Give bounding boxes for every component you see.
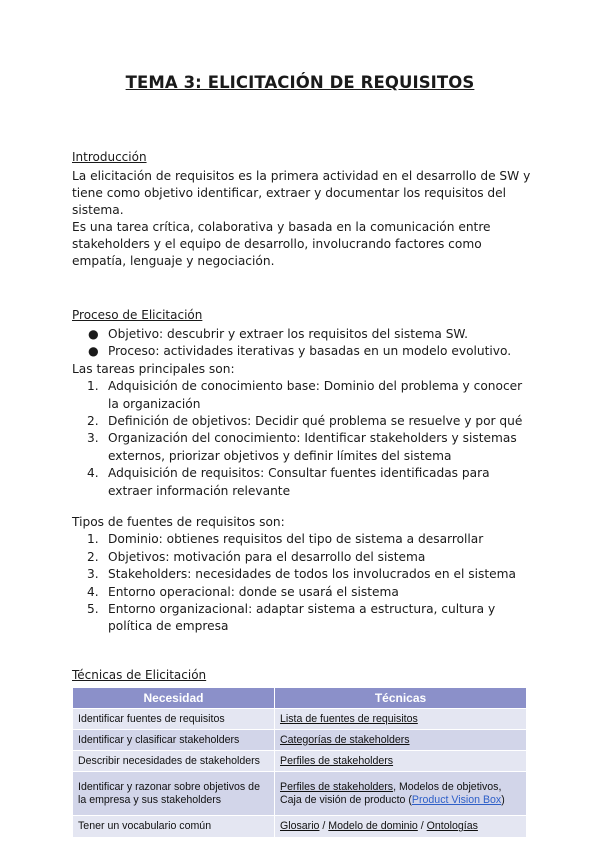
technique-cell: Glosario / Modelo de dominio / Ontologías: [275, 816, 527, 838]
technique-cell: Perfiles de stakeholders, Modelos de objetivos, Caja de visión de producto (Product Vision Box): [275, 772, 527, 816]
proceso-list: [72, 326, 532, 500]
list-item: 2. Objetivos: motivación para el desarrollo del sistema: [87, 549, 426, 564]
tecnicas-table: [72, 687, 527, 838]
intro-text: [72, 168, 532, 270]
table-row: [73, 772, 527, 816]
column-header-tecnicas: Técnicas: [275, 688, 527, 709]
table-row: [73, 709, 527, 730]
technique-link[interactable]: Categorías de stakeholders: [280, 733, 410, 746]
proceso-heading: Proceso de Elicitación: [72, 308, 203, 322]
need-cell: Identificar y clasificar stakeholders: [73, 730, 275, 751]
list-item: ● Objetivo: descubrir y extraer los requisitos del sistema SW.: [72, 326, 532, 343]
technique-cell: [275, 751, 527, 772]
bullet-icon: ●: [88, 344, 99, 359]
list-item: 4. Adquisición de requisitos: Consultar fuentes identificadas para extraer información relevante: [87, 466, 490, 498]
intro-paragraph-2: Es una tarea crítica, colaborativa y basada en la comunicación entre stakeholders y el equipo de desarrollo, involucrando factores como empatía, lenguaje y negociación.: [72, 220, 491, 268]
product-vision-box-link[interactable]: Product Vision Box: [411, 793, 502, 806]
table-header-row: [73, 688, 527, 709]
page-title: TEMA 3: ELICITACIÓN DE REQUISITOS: [125, 73, 475, 92]
technique-link[interactable]: Glosario: [280, 820, 320, 832]
list-item: 1. Adquisición de conocimiento base: Dominio del problema y conocer la organización: [87, 379, 523, 411]
intro-heading: Introducción: [72, 150, 147, 164]
technique-link[interactable]: Perfiles de stakeholders: [280, 754, 394, 767]
list-item: 2. Definición de objetivos: Decidir qué problema se resuelve y por qué: [87, 414, 523, 429]
fuentes-intro: Tipos de fuentes de requisitos son:: [72, 515, 285, 529]
need-cell: Tener un vocabulario común: [73, 816, 275, 838]
need-cell: Identificar fuentes de requisitos: [73, 709, 275, 730]
list-item: ● Proceso: actividades iterativas y basadas en un modelo evolutivo.: [72, 343, 532, 360]
technique-link[interactable]: Modelo de dominio: [328, 820, 418, 832]
technique-link[interactable]: Lista de fuentes de requisitos: [280, 712, 418, 725]
technique-cell: [275, 730, 527, 751]
table-row: [73, 751, 527, 772]
list-item: 5. Entorno organizacional: adaptar sistema a estructura, cultura y política de empresa: [87, 602, 496, 634]
technique-link[interactable]: Ontologías: [426, 820, 478, 832]
column-header-necesidad: Necesidad: [73, 688, 275, 709]
bullet-icon: ●: [88, 327, 99, 341]
intro-paragraph-1: La elicitación de requisitos es la primera actividad en el desarrollo de SW y tiene como objetivo identificar, extraer y documentar los requisitos del sistema.: [72, 169, 531, 217]
table-row: [73, 816, 527, 838]
technique-link[interactable]: Perfiles de stakeholders: [280, 780, 394, 793]
table-row: [73, 730, 527, 751]
need-cell: Describir necesidades de stakeholders: [73, 751, 275, 772]
fuentes-list: [72, 514, 532, 636]
list-item: 3. Stakeholders: necesidades de todos los involucrados en el sistema: [87, 567, 516, 582]
list-item: 3. Organización del conocimiento: Identificar stakeholders y sistemas externos, priorizar objetivos y definir límites del sistema: [87, 431, 517, 463]
tasks-intro: Las tareas principales son:: [72, 361, 235, 376]
tecnicas-heading: Técnicas de Elicitación: [72, 668, 207, 682]
need-cell: Identificar y razonar sobre objetivos de la empresa y sus stakeholders: [73, 772, 275, 816]
list-item: 1. Dominio: obtienes requisitos del tipo de sistema a desarrollar: [87, 532, 484, 547]
list-item: 4. Entorno operacional: donde se usará el sistema: [87, 584, 399, 599]
technique-cell: [275, 709, 527, 730]
